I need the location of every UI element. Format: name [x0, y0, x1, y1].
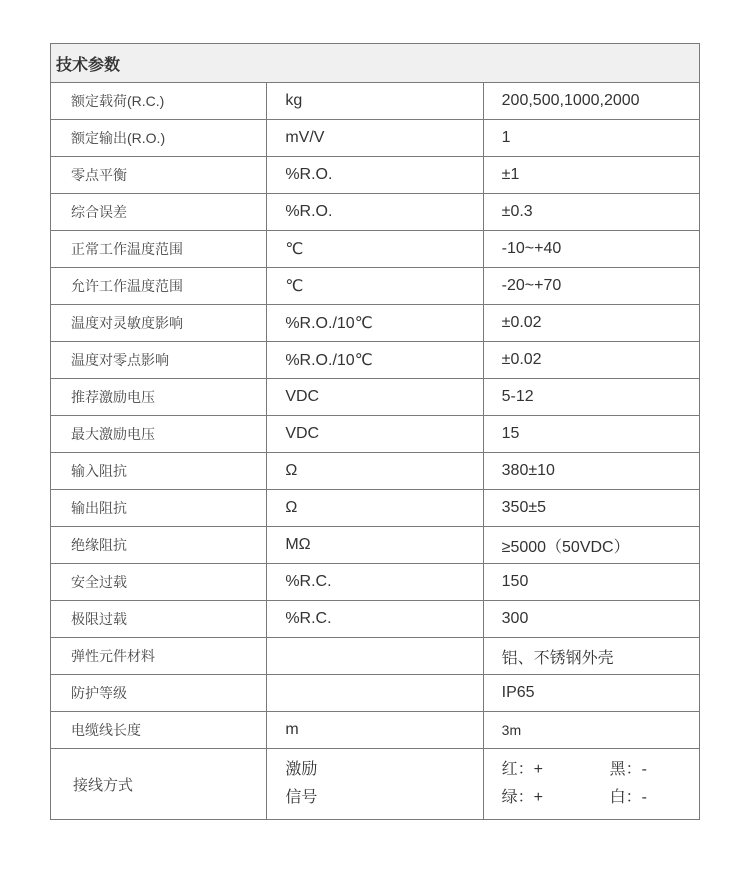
- param-cell: 额定载荷(R.C.): [51, 83, 267, 120]
- param-cell: 输出阻抗: [51, 490, 267, 527]
- unit-cell: m: [267, 712, 483, 749]
- param-cell: 温度对零点影响: [51, 342, 267, 379]
- table-row: [51, 268, 700, 305]
- table-row: [51, 490, 700, 527]
- table-row: [51, 675, 700, 712]
- unit-cell: ℃: [267, 231, 483, 268]
- param-cell: 允许工作温度范围: [51, 268, 267, 305]
- param-cell: 最大激励电压: [51, 416, 267, 453]
- value-cell: IP65: [483, 675, 699, 712]
- table-row: [51, 157, 700, 194]
- table-row: [51, 120, 700, 157]
- param-cell: 正常工作温度范围: [51, 231, 267, 268]
- unit-cell: Ω: [267, 490, 483, 527]
- unit-cell: kg: [267, 83, 483, 120]
- unit-cell: %R.O.: [267, 194, 483, 231]
- table-row: [51, 712, 700, 749]
- param-cell: 综合误差: [51, 194, 267, 231]
- param-cell: 弹性元件材料: [51, 638, 267, 675]
- value-cell: ±0.3: [483, 194, 699, 231]
- value-cell: ≥5000（50VDC）: [483, 527, 699, 564]
- wiring-row: [51, 749, 700, 820]
- wiring-signal-label: 信号: [285, 789, 318, 806]
- unit-cell: ℃: [267, 268, 483, 305]
- value-cell: 150: [483, 564, 699, 601]
- value-cell: 铝、不锈钢外壳: [483, 638, 699, 675]
- param-cell: 输入阻抗: [51, 453, 267, 490]
- value-cell: -10~+40: [483, 231, 699, 268]
- table-row: [51, 231, 700, 268]
- param-cell: 接线方式: [51, 749, 267, 820]
- spec-table: [50, 43, 700, 820]
- table-title: 技术参数: [51, 44, 700, 83]
- value-cell: 300: [483, 601, 699, 638]
- param-cell: 电缆线长度: [51, 712, 267, 749]
- wire-green-positive: 绿：+: [501, 789, 544, 806]
- table-row: [51, 564, 700, 601]
- table-row: [51, 527, 700, 564]
- value-cell: ±0.02: [483, 342, 699, 379]
- table-row: [51, 601, 700, 638]
- wire-black-negative: 黑：-: [609, 761, 647, 778]
- value-cell: 3m: [483, 712, 699, 749]
- value-cell: ±1: [483, 157, 699, 194]
- param-cell: 零点平衡: [51, 157, 267, 194]
- unit-cell: %R.C.: [267, 601, 483, 638]
- table-title-row: [51, 44, 700, 83]
- unit-cell: MΩ: [267, 527, 483, 564]
- table-row: [51, 379, 700, 416]
- unit-cell: VDC: [267, 416, 483, 453]
- table-row: [51, 453, 700, 490]
- value-cell: 380±10: [483, 453, 699, 490]
- wire-white-negative: 白：-: [609, 789, 647, 806]
- table-row: [51, 638, 700, 675]
- value-cell: -20~+70: [483, 268, 699, 305]
- wiring-excitation-label: 激励: [285, 761, 318, 778]
- param-cell: 安全过载: [51, 564, 267, 601]
- unit-cell: VDC: [267, 379, 483, 416]
- unit-cell: mV/V: [267, 120, 483, 157]
- value-cell: 350±5: [483, 490, 699, 527]
- param-cell: 推荐激励电压: [51, 379, 267, 416]
- unit-cell: %R.O./10℃: [267, 342, 483, 379]
- value-cell: 15: [483, 416, 699, 453]
- table-row: [51, 305, 700, 342]
- param-cell: 温度对灵敏度影响: [51, 305, 267, 342]
- wiring-value-cell: [483, 749, 699, 820]
- unit-cell: %R.C.: [267, 564, 483, 601]
- param-cell: 额定输出(R.O.): [51, 120, 267, 157]
- param-cell: 绝缘阻抗: [51, 527, 267, 564]
- table-row: [51, 416, 700, 453]
- unit-cell: [267, 675, 483, 712]
- unit-cell: Ω: [267, 453, 483, 490]
- value-cell: ±0.02: [483, 305, 699, 342]
- value-cell: 5-12: [483, 379, 699, 416]
- value-cell: 1: [483, 120, 699, 157]
- wiring-line-1: [502, 756, 699, 784]
- unit-cell: %R.O.: [267, 157, 483, 194]
- param-cell: 极限过载: [51, 601, 267, 638]
- unit-cell: %R.O./10℃: [267, 305, 483, 342]
- wire-red-positive: 红：+: [501, 761, 544, 778]
- table-row: [51, 194, 700, 231]
- value-cell: 200,500,1000,2000: [483, 83, 699, 120]
- table-row: [51, 83, 700, 120]
- wiring-line-2: [502, 784, 699, 812]
- unit-cell: [267, 638, 483, 675]
- param-cell: 防护等级: [51, 675, 267, 712]
- table-row: [51, 342, 700, 379]
- wiring-unit-cell: [267, 749, 483, 820]
